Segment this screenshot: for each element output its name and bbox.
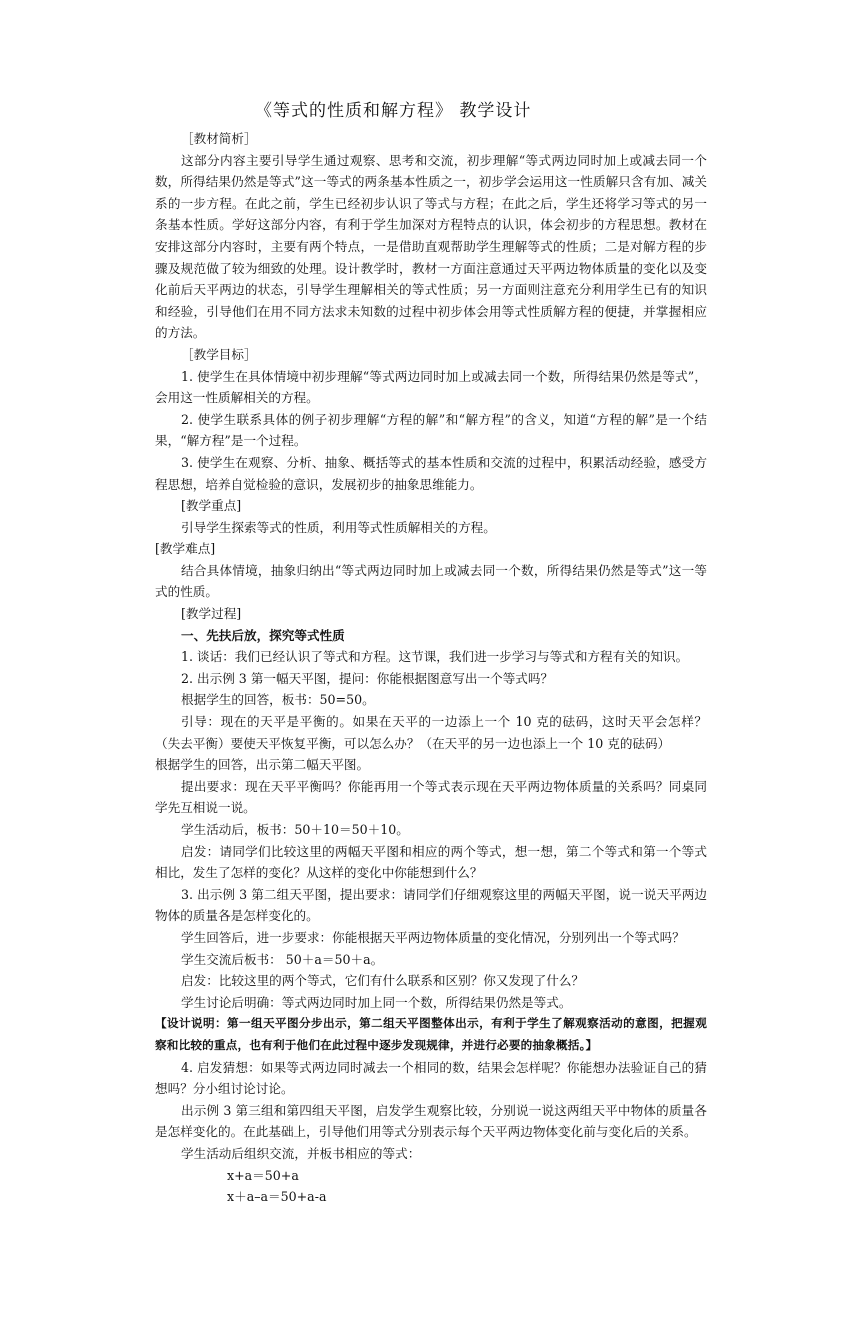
- heading-teaching-process: [教学过程]: [181, 606, 242, 622]
- document-body: [155, 128, 707, 1208]
- step-3: 根据学生的回答，板书：50=50。: [181, 692, 375, 708]
- step-6: 提出要求：现在天平平衡吗？你能再用一个等式表示现在天平两边物体质量的关系吗？同桌同学先互相说一说。: [155, 778, 707, 816]
- goal-2: 2. 使学生联系具体的例子初步理解“方程的解”和“解方程”的含义，知道“方程的解”是一个结果，“解方程”是一个过程。: [155, 411, 707, 449]
- equation-1: x+a＝50+a: [227, 1167, 299, 1183]
- step-12: 启发：比较这里的两个等式，它们有什么联系和区别？你又发现了什么？: [181, 973, 584, 989]
- step-9: 3. 出示例 3 第二组天平图，提出要求：请同学们仔细观察这里的两幅天平图，说一说天平两边物体的质量各是怎样变化的。: [155, 886, 707, 924]
- heading-difficulties: [教学难点]: [155, 541, 216, 557]
- step-8: 启发：请同学们比较这里的两幅天平图和相应的两个等式，想一想，第二个等式和第一个等式相比，发生了怎样的变化？从这样的变化中你能想到什么？: [155, 843, 707, 881]
- step-16: 学生活动后组织交流，并板书相应的等式：: [181, 1145, 421, 1161]
- step-2: 2. 出示例 3 第一幅天平图，提问：你能根据图意写出一个等式吗？: [181, 670, 554, 686]
- equation-2: x＋a–a＝50+a-a: [227, 1189, 327, 1205]
- paragraph-textbook-analysis: 这部分内容主要引导学生通过观察、思考和交流，初步理解“等式两边同时加上或减去同一个数，所得结果仍然是等式”这一等式的两条基本性质之一，初步学会运用这一性质解只含有加、减关系的一步方程。在此之前，学生已经初步认识了等式与方程；在此之后，学生还将学习等式的另一条基本性质。学好这部分内容，有利于学生加深对方程特点的认识，体会初步的方程思想。教材在安排这部分内容时，主要有两个特点，一是借助直观帮助学生理解等式的性质；二是对解方程的步骤及规范做了较为细致的处理。设计教学时，教材一方面注意通过天平两边物体质量的变化以及变化前后天平两边的状态，引导学生理解相关的等式性质；另一方面则注意充分利用学生已有的知识和经验，引导他们在用不同方法求未知数的过程中初步体会用等式性质解方程的便捷，并掌握相应的方法。: [155, 152, 707, 341]
- step-4: 引导：现在的天平是平衡的。如果在天平的一边添上一个 10 克的砝码，这时天平会怎样？（失去平衡）要使天平恢复平衡，可以怎么办？（在天平的另一边也添上一个 10 克的砝码）: [155, 714, 707, 751]
- heading-part-one: 一、先扶后放，探究等式性质: [181, 627, 345, 643]
- paragraph-difficulties: 结合具体情境，抽象归纳出“等式两边同时加上或减去同一个数，所得结果仍然是等式”这一等式的性质。: [155, 562, 707, 600]
- document-title: 《等式的性质和解方程》 教学设计: [255, 101, 532, 121]
- step-5: 根据学生的回答，出示第二幅天平图。: [155, 757, 370, 773]
- step-13: 学生讨论后明确：等式两边同时加上同一个数，所得结果仍然是等式。: [181, 994, 572, 1010]
- step-11: 学生交流后板书： 50＋a＝50＋a。: [181, 951, 384, 967]
- step-15: 出示例 3 第三组和第四组天平图，启发学生观察比较，分别说一说这两组天平中物体的质量各是怎样变化的。在此基础上，引导他们用等式分别表示每个天平两边物体变化前与变化后的关系。: [155, 1102, 707, 1140]
- goal-1: 1. 使学生在具体情境中初步理解“等式两边同时加上或减去同一个数，所得结果仍然是等式”，会用这一性质解相关的方程。: [155, 368, 707, 406]
- step-1: 1. 谈话：我们已经认识了等式和方程。这节课，我们进一步学习与等式和方程有关的知识。: [181, 649, 689, 665]
- paragraph-key-points: 引导学生探索等式的性质，利用等式性质解相关的方程。: [181, 519, 496, 535]
- goal-3: 3. 使学生在观察、分析、抽象、概括等式的基本性质和交流的过程中，积累活动经验，感受方程思想，培养自觉检验的意识，发展初步的抽象思维能力。: [155, 454, 707, 492]
- heading-teaching-goals: ［教学目标］: [181, 346, 257, 362]
- step-14: 4. 启发猜想：如果等式两边同时减去一个相同的数，结果会怎样呢？你能想办法验证自己的猜想吗？分小组讨论讨论。: [155, 1059, 707, 1097]
- step-7: 学生活动后，板书：50＋10＝50＋10。: [181, 822, 409, 837]
- step-10: 学生回答后，进一步要求：你能根据天平两边物体质量的变化情况，分别列出一个等式吗？: [181, 929, 685, 945]
- heading-key-points: [教学重点]: [181, 498, 242, 514]
- design-note: 【设计说明：第一组天平图分步出示，第二组天平图整体出示，有利于学生了解观察活动的意图，把握观察和比较的重点，也有利于他们在此过程中逐步发现规律，并进行必要的抽象概括。】: [155, 1016, 707, 1052]
- heading-textbook-analysis: ［教材简析］: [181, 131, 257, 146]
